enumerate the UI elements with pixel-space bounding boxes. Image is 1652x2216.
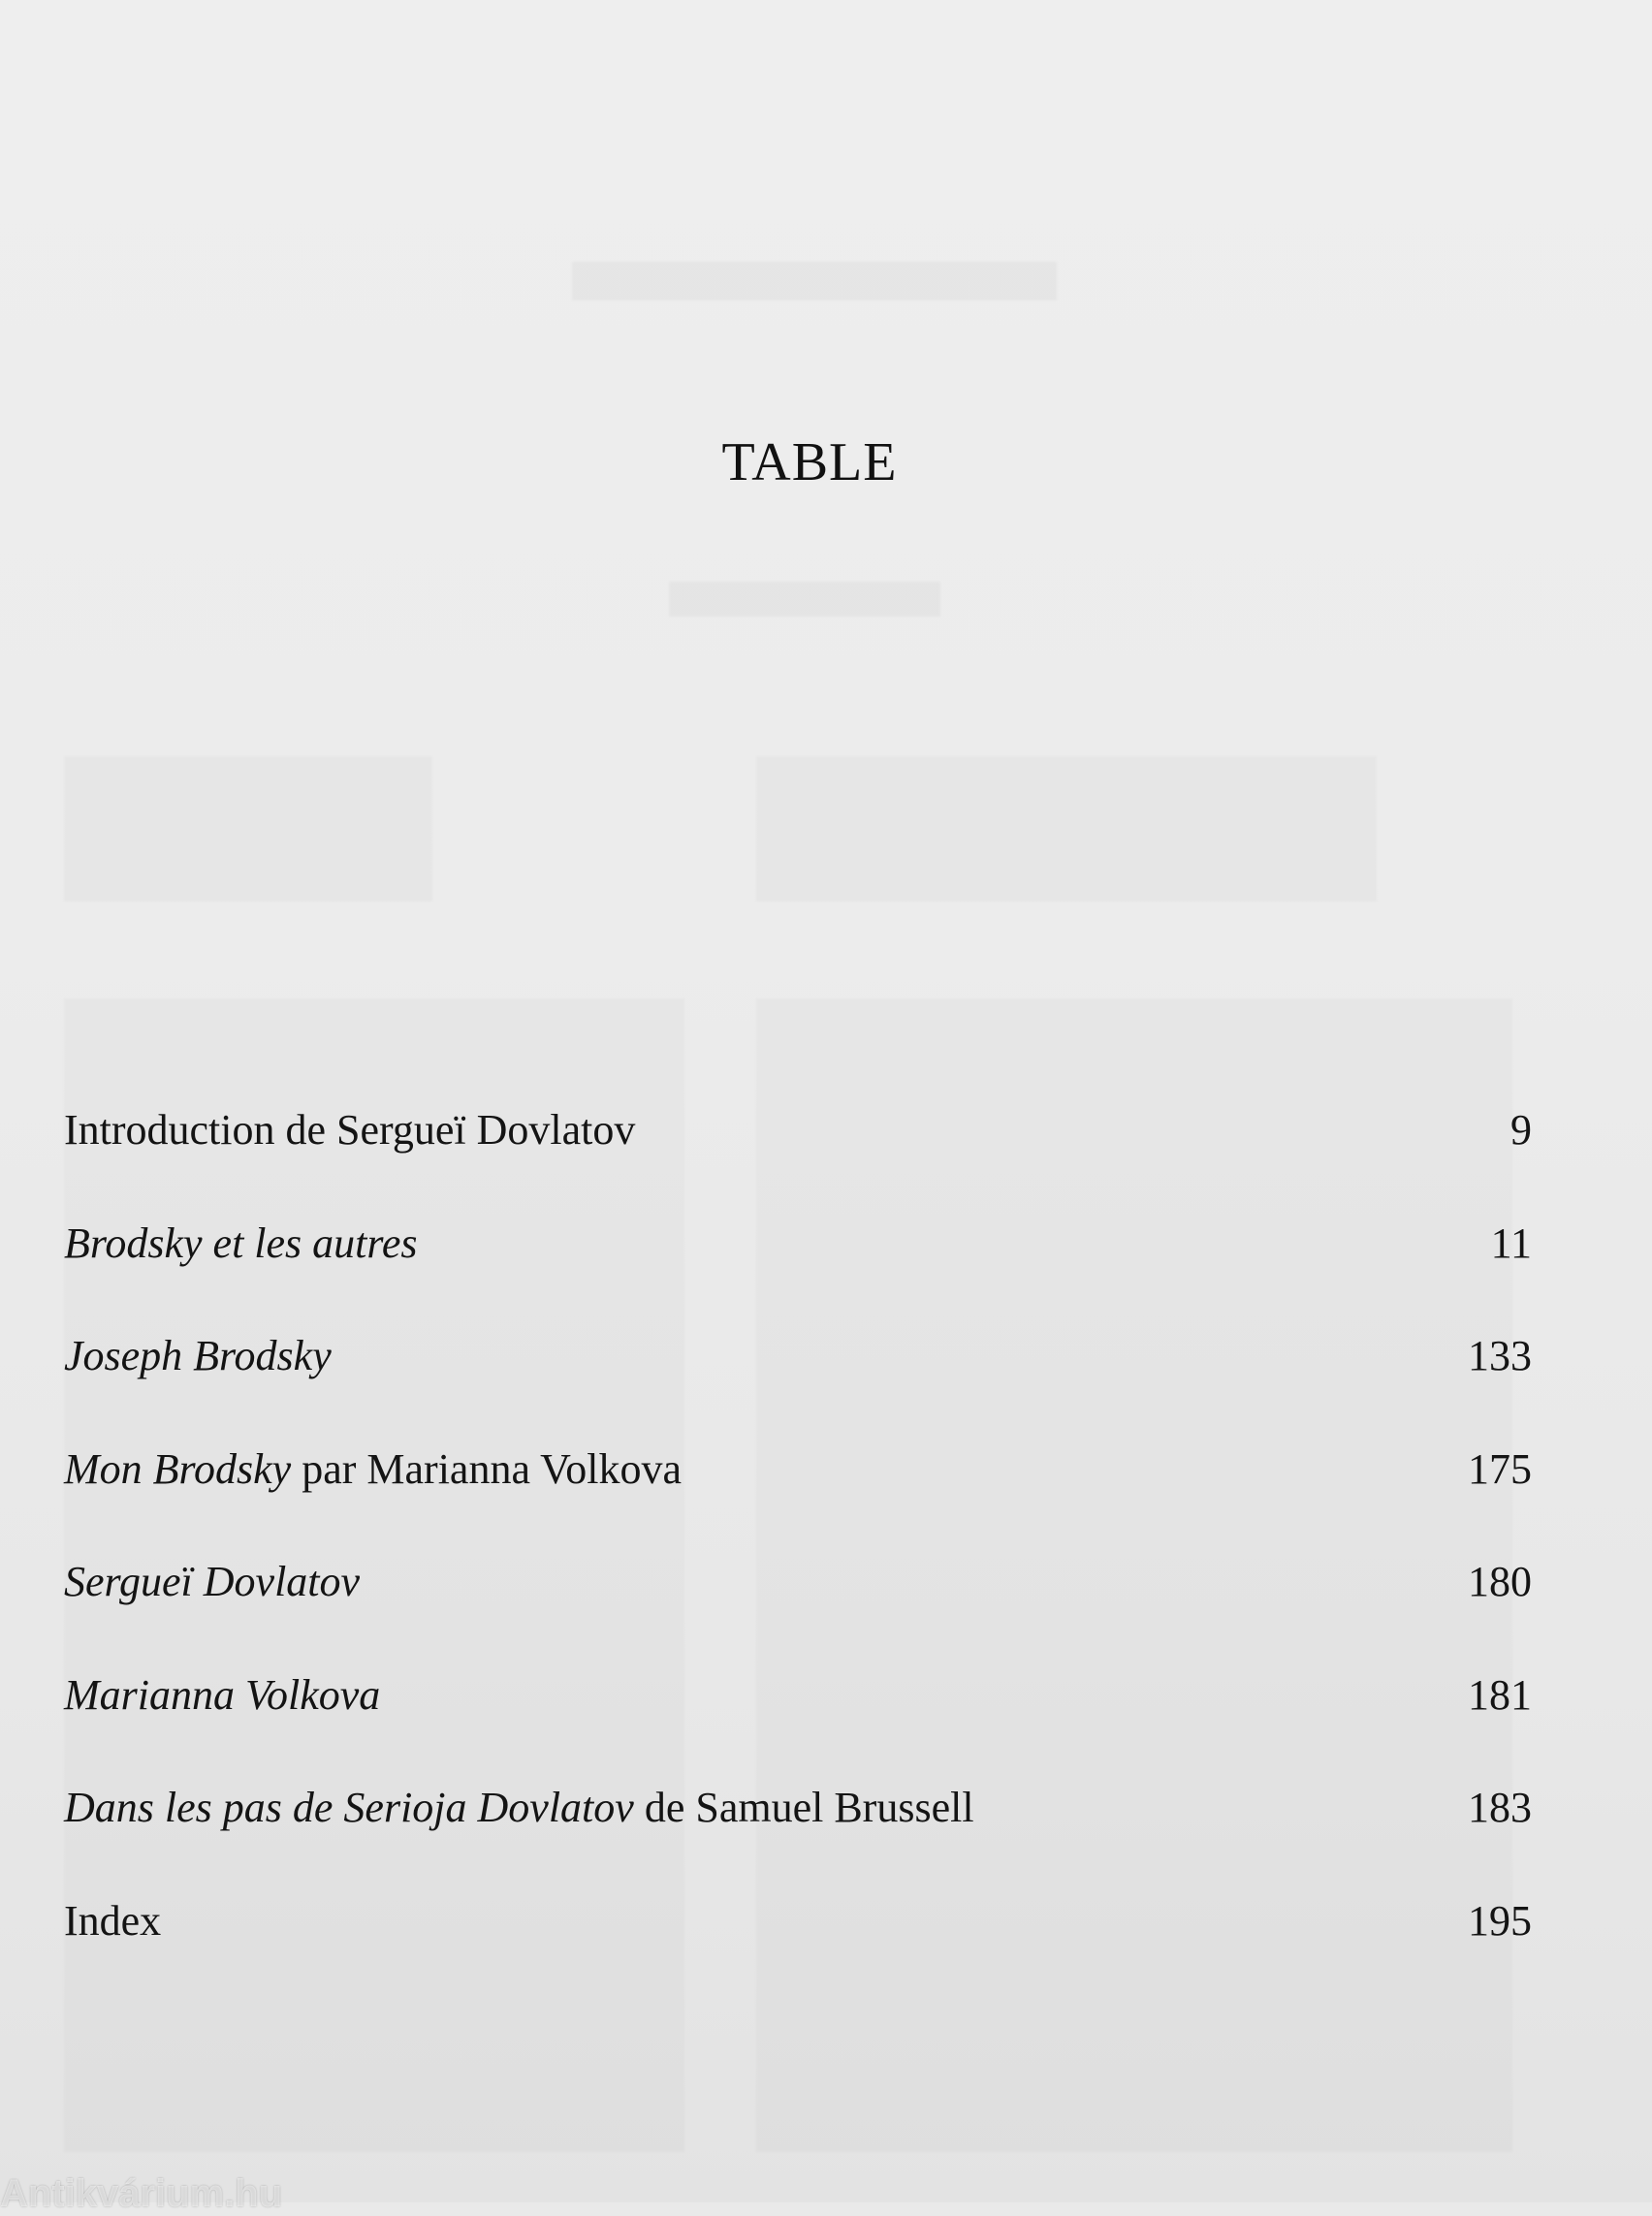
toc-entry-title xyxy=(64,1090,635,1171)
toc-entry xyxy=(64,1315,1532,1429)
toc-entry xyxy=(64,1655,1532,1768)
toc-entry-page-number: 180 xyxy=(1468,1558,1532,1605)
toc-entry-page-number: 9 xyxy=(1510,1106,1532,1154)
toc-entry-title xyxy=(64,1315,332,1397)
toc-title-italic-part: Marianna Volkova xyxy=(64,1670,381,1719)
watermark-logo: Antikvárium.hu xyxy=(0,2172,283,2215)
toc-entry-page-number: 183 xyxy=(1468,1784,1532,1831)
toc-entry xyxy=(64,1429,1532,1542)
toc-title-italic-part: Mon Brodsky xyxy=(64,1444,292,1493)
toc-entry-title xyxy=(64,1203,418,1284)
toc-entry-page-number: 175 xyxy=(1468,1444,1532,1493)
table-of-contents xyxy=(64,1090,1532,1993)
toc-entry-title xyxy=(64,1655,380,1736)
bleed-through-block xyxy=(64,756,432,902)
toc-title-roman-part: par Marianna Volkova xyxy=(291,1444,683,1493)
toc-entry-page-number: 11 xyxy=(1490,1219,1532,1267)
toc-entry xyxy=(64,1881,1532,1994)
toc-title-roman-part: Introduction de Sergueï Dovlatov xyxy=(64,1106,636,1154)
toc-title-italic-part: Joseph Brodsky xyxy=(64,1332,332,1379)
toc-title-italic-part: Sergueï Dovlatov xyxy=(64,1558,361,1605)
toc-title-italic-part: Dans les pas de Serioja Dovlatov xyxy=(64,1784,634,1831)
toc-entry-title xyxy=(64,1541,360,1623)
bleed-through-block xyxy=(572,262,1057,301)
toc-entry xyxy=(64,1541,1532,1655)
toc-entry-page-number: 181 xyxy=(1468,1670,1532,1719)
toc-title-roman-part: de Samuel Brussell xyxy=(633,1784,974,1831)
toc-title-italic-part: Brodsky et les autres xyxy=(64,1219,418,1267)
toc-entry-title xyxy=(64,1881,161,1962)
toc-entry-page-number: 195 xyxy=(1468,1896,1532,1945)
bleed-through-block xyxy=(669,582,940,617)
page-title: TABLE xyxy=(721,432,898,492)
bleed-through-block xyxy=(756,756,1377,902)
toc-entry xyxy=(64,1090,1532,1203)
toc-entry xyxy=(64,1203,1532,1316)
toc-entry-title xyxy=(64,1429,682,1510)
toc-title-roman-part: Index xyxy=(64,1896,162,1945)
toc-entry-title xyxy=(64,1767,974,1849)
toc-entry xyxy=(64,1767,1532,1881)
toc-entry-page-number: 133 xyxy=(1468,1332,1532,1379)
